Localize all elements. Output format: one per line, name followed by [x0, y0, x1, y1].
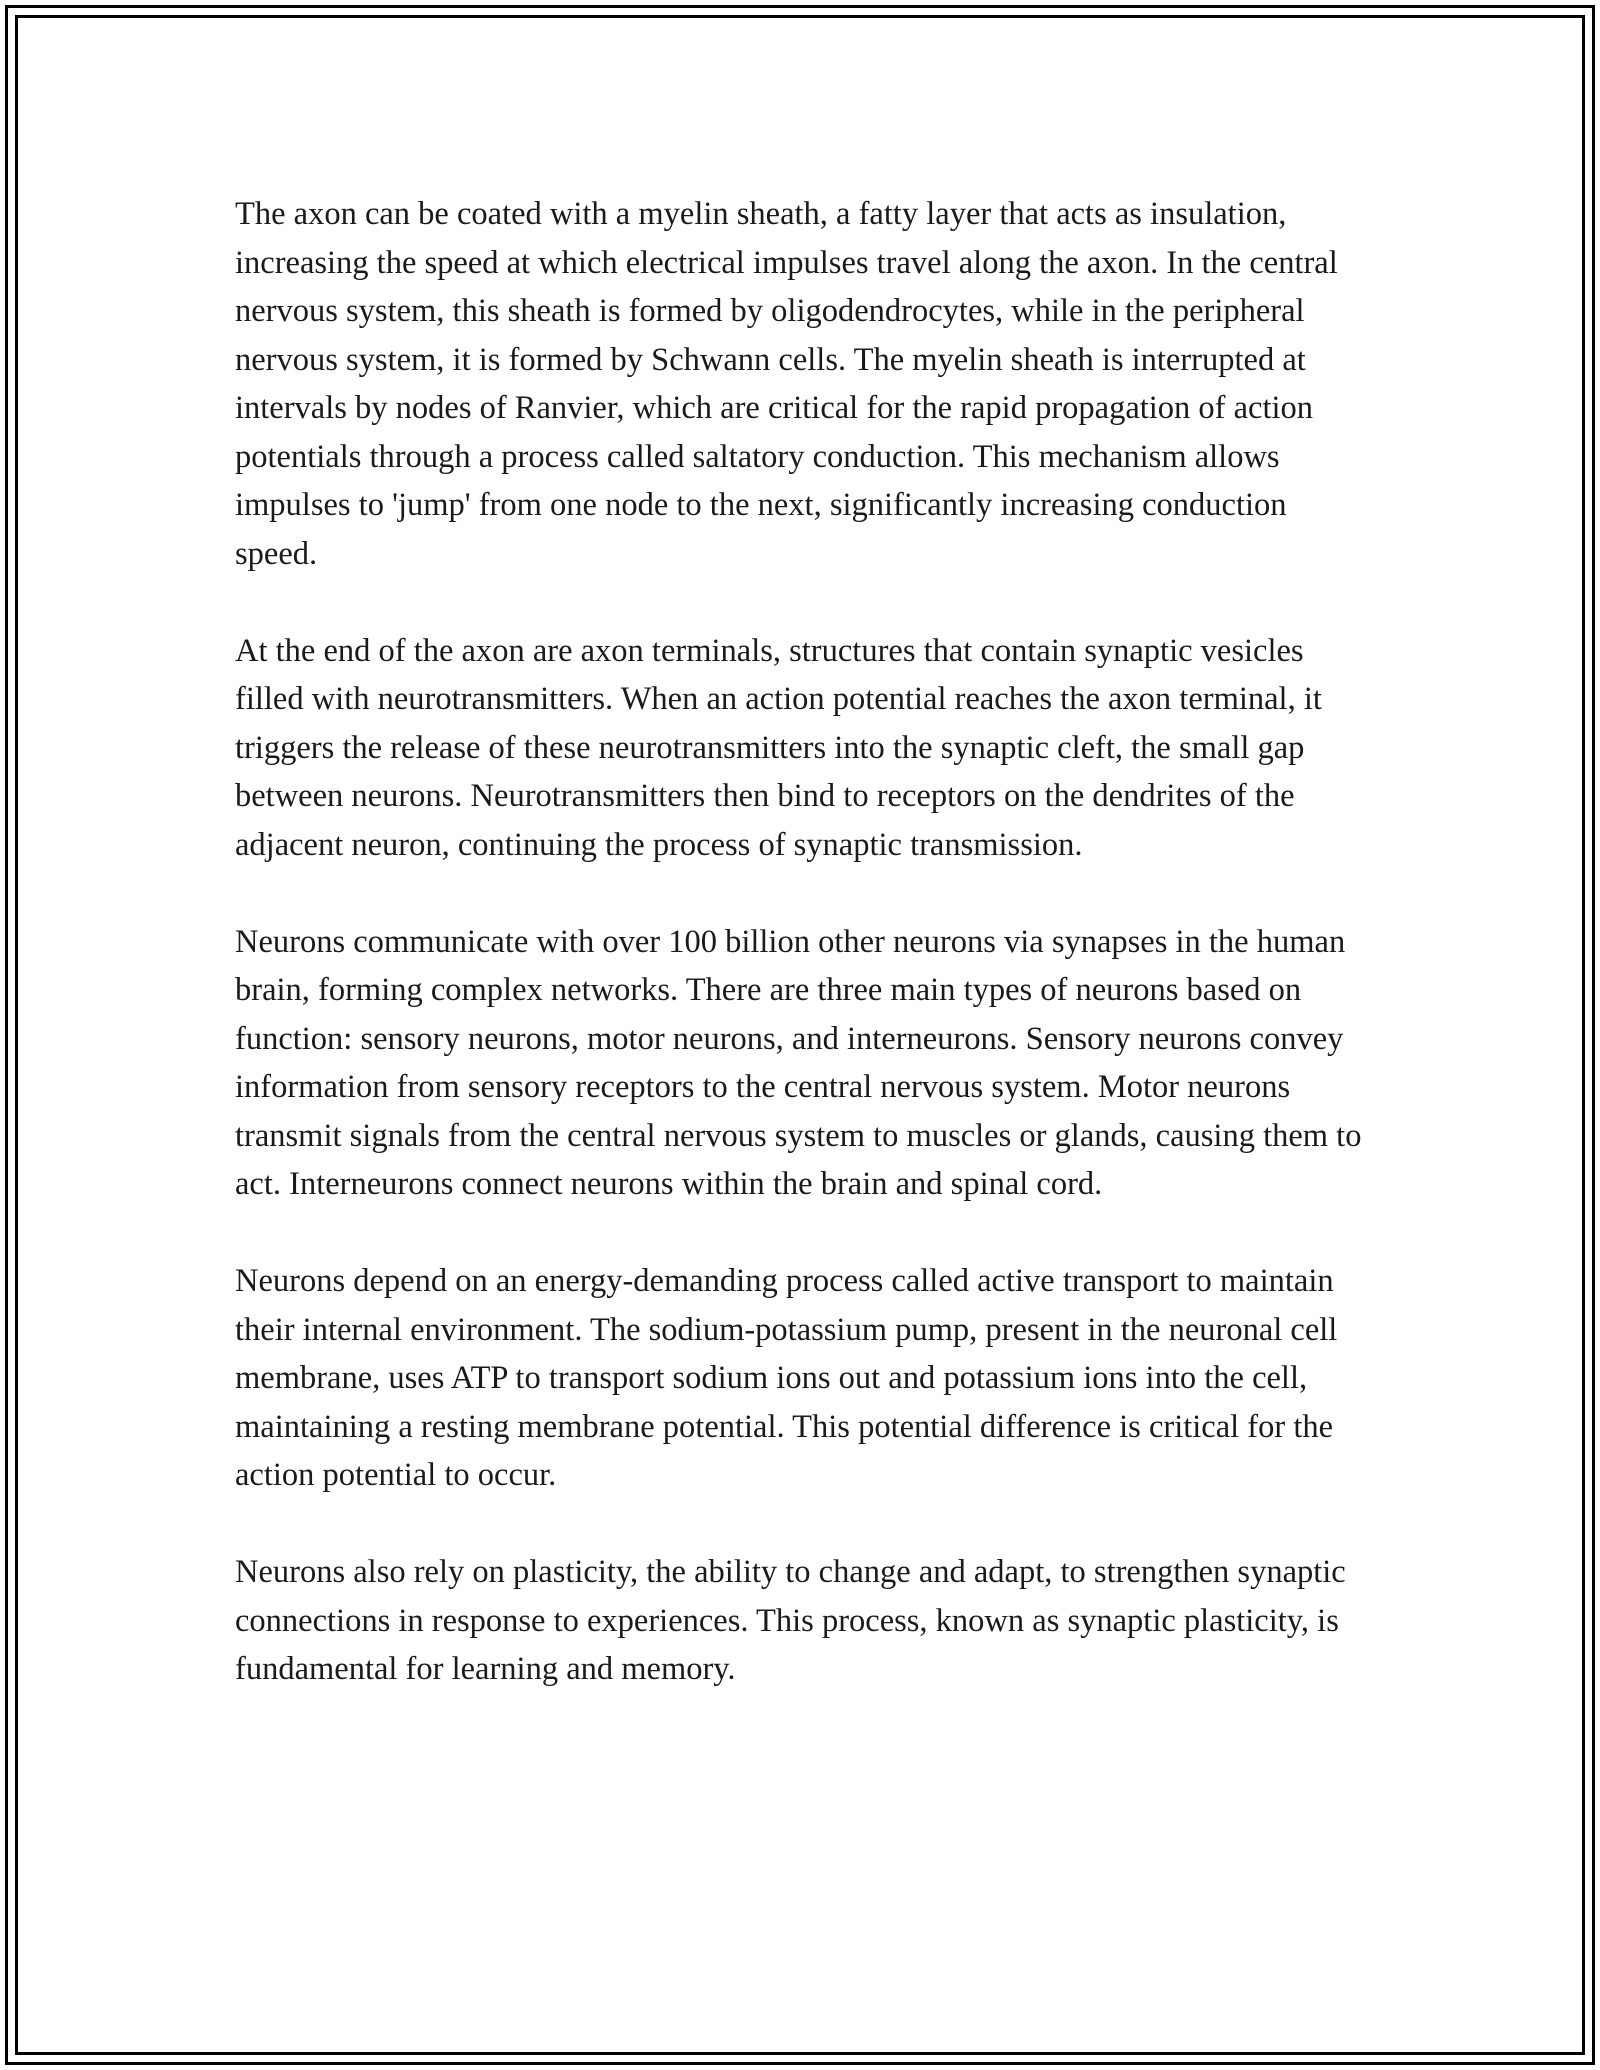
paragraph-neuron-types: Neurons communicate with over 100 billion other neurons via synapses in the human brain, forming complex networks. There are three main types of neurons based on function: sensory neurons, motor neurons, and interneurons. Sensory neurons convey information from sensory receptors to the central nervous system. Motor neurons transmit signals from the central nervous system to muscles or glands, causing them to act. Interneurons connect neurons within the brain and spinal cord. — [235, 923, 1362, 1202]
paragraph-myelin-sheath: The axon can be coated with a myelin sheath, a fatty layer that acts as insulation, increasing the speed at which electrical impulses travel along the axon. In the central nervous system, this sheath is formed by oligodendrocytes, while in the peripheral nervous system, it is formed by Schwann cells. The myelin sheath is interrupted at intervals by nodes of Ranvier, which are critical for the rapid propagation of action potentials through a process called saltatory conduction. This mechanism allows impulses to 'jump' from one node to the next, significantly increasing conduction speed. — [235, 196, 1338, 572]
paragraph-active-transport: Neurons depend on an energy-demanding process called active transport to maintain their internal environment. The sodium-potassium pump, present in the neuronal cell membrane, uses ATP to transport sodium ions out and potassium ions into the cell, maintaining a resting membrane potential. This potential difference is critical for the action potential to occur. — [235, 1263, 1338, 1493]
document-body — [235, 190, 1375, 1742]
paragraph-axon-terminals: At the end of the axon are axon terminals, structures that contain synaptic vesicles filled with neurotransmitters. When an action potential reaches the axon terminal, it triggers the release of these neurotransmitters into the synaptic cleft, the small gap between neurons. Neurotransmitters then bind to receptors on the dendrites of the adjacent neuron, continuing the process of synaptic transmission. — [235, 632, 1322, 863]
paragraph-plasticity: Neurons also rely on plasticity, the ability to change and adapt, to strengthen synaptic connections in response to experiences. This process, known as synaptic plasticity, is fundamental for learning and memory. — [235, 1554, 1346, 1687]
